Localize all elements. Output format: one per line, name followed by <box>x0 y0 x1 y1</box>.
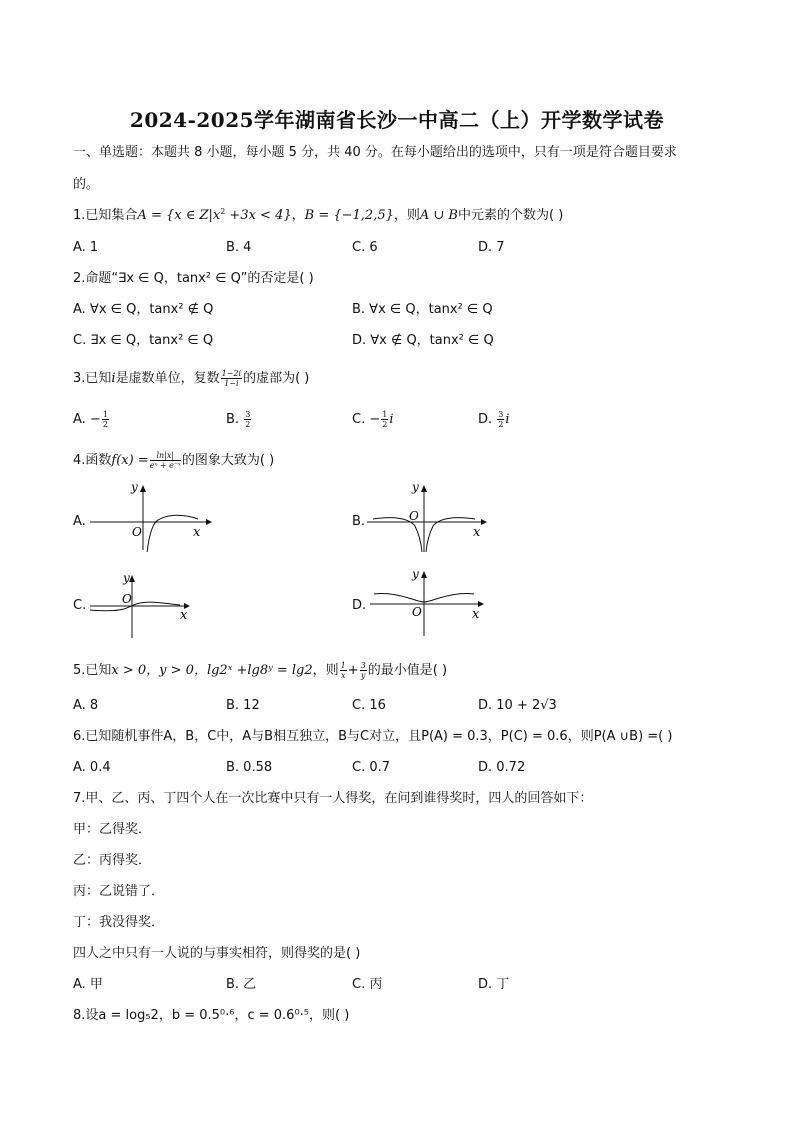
q1-set-a: A = {x ∈ Z|x <box>137 208 221 223</box>
y-axis-arrow <box>140 485 146 492</box>
y-label: y <box>131 482 138 494</box>
q7-answer-yi: 乙：丙得奖． <box>73 853 152 868</box>
q5-frac-1 <box>340 661 347 680</box>
q3-a-top: 1 <box>102 410 108 419</box>
question-2: 2.命题“∃x ∈ Q，tanx² ∈ Q”的否定是( ) <box>73 271 314 286</box>
q3-frac-top: 1−2i <box>221 369 242 378</box>
y-label: y <box>123 571 130 585</box>
section-instruction-cont: 的。 <box>73 177 100 192</box>
question-3 <box>73 369 309 388</box>
y-axis-arrow <box>421 485 427 492</box>
q7-option-b[interactable]: B. 乙 <box>226 977 257 992</box>
q4-option-a[interactable]: A. <box>73 514 86 529</box>
q5-option-a[interactable]: A. 8 <box>73 698 99 713</box>
q2-option-a[interactable]: A. ∀x ∈ Q，tanx² ∉ Q <box>73 302 214 317</box>
question-7: 7.甲、乙、丙、丁四个人在一次比赛中只有一人得奖，在问到谁得奖时，四人的回答如下： <box>73 791 593 806</box>
q1-set-a2: +3x < 4} <box>225 208 292 223</box>
q3-d-label: D. <box>478 412 493 427</box>
q4-fraction <box>150 451 181 470</box>
q4-fx: f(x) = <box>111 453 149 468</box>
q3-a-bot: 2 <box>102 420 108 429</box>
curve <box>147 515 198 552</box>
q4-frac-top: ln|x| <box>150 451 181 461</box>
q4-pre: 函数 <box>85 453 112 468</box>
q5-f1-bot: x <box>340 671 346 680</box>
q3-fraction <box>221 369 242 388</box>
q5-end: 的最小值是( ) <box>367 663 448 678</box>
q3-b-bot: 2 <box>245 420 251 429</box>
x-label: x <box>472 607 480 622</box>
origin-label: O <box>409 509 419 523</box>
q3-c-frac <box>381 410 388 429</box>
x-axis-arrow <box>206 519 212 525</box>
q3-a-sign: − <box>89 412 101 427</box>
q3-option-b[interactable] <box>226 410 252 429</box>
q7-answer-jia: 甲：乙得奖． <box>73 822 152 837</box>
q5-number: 5. <box>73 663 86 678</box>
q3-d-bot: 2 <box>498 420 504 429</box>
q3-i: i <box>111 371 116 386</box>
q4-option-c[interactable]: C. <box>73 598 87 613</box>
q5-post: ，则 <box>312 663 339 678</box>
q4-option-d[interactable]: D. <box>352 598 367 613</box>
q1-option-b[interactable]: B. 4 <box>226 240 252 255</box>
q3-b-frac <box>244 410 251 429</box>
q4-graph-d[interactable] <box>368 568 490 640</box>
q3-d-tail: i <box>505 412 510 427</box>
question-6: 6.已知随机事件A，B，C中，A与B相互独立，B与C对立，且P(A) = 0.3，P(C) = 0.6，则P(A ∪B) =( ) <box>73 729 673 744</box>
q3-mid: 是虚数单位，复数 <box>115 371 220 386</box>
page-title: 2024-2025学年湖南省长沙一中高二（上）开学数学试卷 <box>129 108 665 132</box>
q3-a-label: A. <box>73 412 86 427</box>
q3-d-top: 3 <box>498 410 504 419</box>
x-axis-arrow <box>481 519 487 525</box>
question-1 <box>73 207 563 225</box>
origin-label: O <box>122 592 132 606</box>
question-8: 8.设a = log₅2，b = 0.5⁰·⁶，c = 0.6⁰·⁵，则( ) <box>73 1008 350 1023</box>
q6-option-b[interactable]: B. 0.58 <box>226 760 273 775</box>
q7-option-d[interactable]: D. 丁 <box>478 977 510 992</box>
q4-graph-a[interactable] <box>88 482 213 552</box>
q7-option-a[interactable]: A. 甲 <box>73 977 103 992</box>
q3-c-tail: i <box>389 412 394 427</box>
q3-a-frac <box>102 410 109 429</box>
q5-option-c[interactable]: C. 16 <box>352 698 386 713</box>
q7-answer-bing: 丙：乙说错了． <box>73 884 165 899</box>
x-label: x <box>180 608 188 623</box>
q3-pre: 已知 <box>85 371 112 386</box>
q1-post: ，则 <box>393 208 420 223</box>
q5-cond: x > 0，y > 0，lg2ˣ +lg8ʸ = lg2 <box>111 663 313 678</box>
origin-label: O <box>412 605 422 619</box>
q6-option-d[interactable]: D. 0.72 <box>478 760 526 775</box>
q5-pre: 已知 <box>85 663 112 678</box>
y-label: y <box>412 568 419 581</box>
q1-sep: ， <box>291 208 305 223</box>
x-label: x <box>193 525 201 540</box>
q6-option-a[interactable]: A. 0.4 <box>73 760 111 775</box>
q3-b-label: B. <box>226 412 240 427</box>
q3-c-label: C. <box>352 412 366 427</box>
y-label: y <box>412 482 419 494</box>
q1-option-d[interactable]: D. 7 <box>478 240 505 255</box>
x-label: x <box>473 525 481 540</box>
q1-number: 1. <box>73 208 86 223</box>
q1-end: 中元素的个数为( ) <box>458 208 564 223</box>
q2-option-b[interactable]: B. ∀x ∈ Q，tanx² ∈ Q <box>352 302 493 317</box>
q3-d-frac <box>497 410 504 429</box>
q1-option-c[interactable]: C. 6 <box>352 240 378 255</box>
q4-graph-c[interactable] <box>88 570 196 640</box>
y-axis-arrow <box>129 575 135 582</box>
curve-right <box>426 518 475 552</box>
q3-option-d[interactable] <box>478 410 510 429</box>
q3-b-top: 3 <box>245 410 251 419</box>
q2-option-c[interactable]: C. ∃x ∈ Q，tanx² ∈ Q <box>73 333 214 348</box>
q5-f2-bot: y <box>360 671 366 680</box>
q5-f2-top: 3 <box>360 661 366 670</box>
q1-union: A ∪ B <box>419 208 458 223</box>
q1-sup: 2 <box>220 207 226 216</box>
q5-option-d[interactable]: D. 10 + 2√3 <box>478 698 557 713</box>
question-5 <box>73 661 447 680</box>
q2-option-d[interactable]: D. ∀x ∉ Q，tanx² ∈ Q <box>352 333 494 348</box>
q7-option-c[interactable]: C. 丙 <box>352 977 383 992</box>
question-4 <box>73 451 274 470</box>
q3-c-top: 1 <box>382 410 388 419</box>
q3-c-bot: 2 <box>382 420 388 429</box>
q4-number: 4. <box>73 453 86 468</box>
q5-frac-2 <box>360 661 367 680</box>
q5-option-b[interactable]: B. 12 <box>226 698 260 713</box>
q4-option-b[interactable]: B. <box>352 514 366 529</box>
q7-question: 四人之中只有一人说的与事实相符，则得奖的是( ) <box>73 946 361 961</box>
q5-f1-top: 1 <box>340 661 346 670</box>
q3-end: 的虚部为( ) <box>243 371 310 386</box>
q3-option-a[interactable] <box>73 410 110 429</box>
q1-pre: 已知集合 <box>85 208 138 223</box>
section-instruction: 一、单选题：本题共 8 小题，每小题 5 分，共 40 分。在每小题给出的选项中，只有一项是符合题目要求 <box>73 145 677 160</box>
y-axis-arrow <box>421 571 427 578</box>
q4-frac-bot: eˣ + e⁻ˣ <box>149 461 181 470</box>
q7-answer-ding: 丁：我没得奖． <box>73 915 165 930</box>
q3-number: 3. <box>73 371 86 386</box>
q1-set-b: B = {−1,2,5} <box>304 208 394 223</box>
q5-plus: + <box>347 663 359 678</box>
q3-frac-bot: 1−i <box>224 379 239 388</box>
q6-option-c[interactable]: C. 0.7 <box>352 760 391 775</box>
q3-c-sign: − <box>369 412 381 427</box>
q1-option-a[interactable]: A. 1 <box>73 240 99 255</box>
origin-label: O <box>132 525 142 539</box>
q3-option-c[interactable] <box>352 410 394 429</box>
q4-graph-b[interactable] <box>365 482 490 554</box>
q4-end: 的图象大致为( ) <box>181 453 275 468</box>
